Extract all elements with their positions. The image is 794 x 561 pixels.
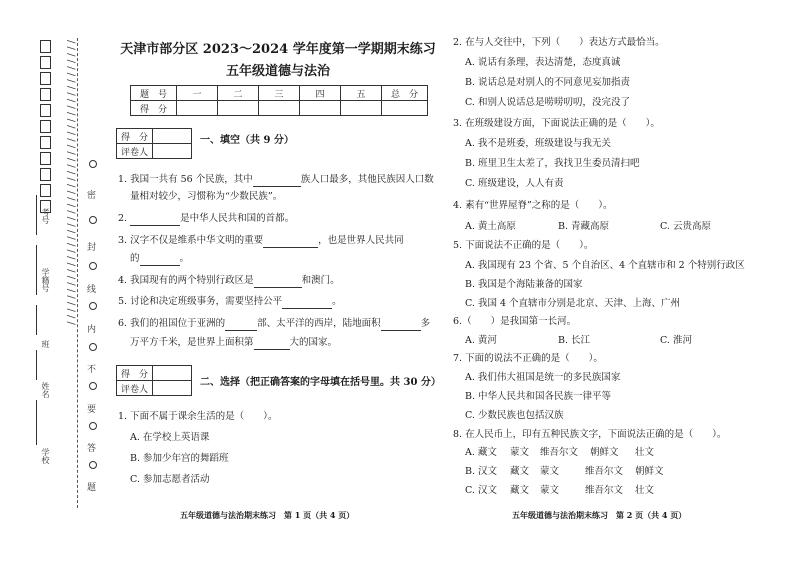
choice-question-4: 4. 素有“世界屋脊”之称的是（ ）。: [453, 200, 613, 211]
choice-option[interactable]: B. 长江: [558, 335, 591, 346]
seal-circle: [89, 422, 97, 430]
fill-question-6-cont: 万平方千米，是世界上面积第 大的国家。: [130, 337, 338, 348]
field-school: 学校: [41, 448, 50, 464]
choice-question-8: 8. 在人民币上，印有五种民族文字，下面说法正确的是（ ）。: [453, 429, 727, 440]
choice-option[interactable]: B. 中华人民共和国各民族一律平等: [465, 391, 612, 402]
field-name: 姓名: [41, 382, 50, 398]
choice-option[interactable]: B. 班里卫生太差了，我找卫生委员清扫吧: [465, 158, 640, 169]
fill-question-3-cont: 的 。: [130, 253, 190, 264]
answer-blank[interactable]: [254, 275, 302, 288]
seal-circle: [89, 302, 97, 310]
seal-circle: [89, 160, 97, 168]
fill-question-5: 5. 讨论和决定班级事务，需要坚持公平 。: [118, 296, 342, 307]
answer-blank[interactable]: [225, 318, 257, 331]
fill-question-4: 4. 我国现有的两个特别行政区是 和澳门。: [118, 275, 340, 286]
seal-char: 线: [87, 285, 97, 295]
seal-circle: [89, 382, 97, 390]
choice-option[interactable]: C. 云贵高原: [660, 221, 711, 232]
score-header-cell: 三: [259, 86, 300, 101]
choice-option[interactable]: C. 少数民族也包括汉族: [465, 410, 564, 421]
choice-question-2: 2. 在与人交往中，下列（ ）表达方式最恰当。: [453, 37, 665, 48]
seal-circle: [89, 262, 97, 270]
field-class: 班: [41, 340, 50, 348]
score-header-cell: 总 分: [382, 86, 428, 101]
choice-question-1: 1. 下面不属于课余生活的是（ ）。: [118, 411, 278, 422]
seal-char: 内: [87, 325, 97, 335]
score-cell[interactable]: [300, 101, 341, 116]
score-table: [130, 85, 428, 116]
student-id-line: [36, 245, 37, 295]
choice-question-6: 6.（ ）是我国第一长河。: [453, 316, 577, 327]
field-exam-number: 考号: [41, 208, 50, 224]
seal-dashed-line: [77, 38, 78, 508]
grader-reviewer-label: 评卷人: [117, 144, 153, 159]
page-footer-right: 五年级道德与法治期末练习 第 2 页（共 4 页）: [512, 510, 687, 520]
choice-option[interactable]: B. 参加少年宫的舞蹈班: [130, 453, 229, 464]
score-cell[interactable]: [341, 101, 382, 116]
grader-box-1: [116, 128, 192, 159]
seal-char: 题: [87, 483, 97, 493]
choice-option[interactable]: A. 我不是班委，班级建设与我无关: [465, 138, 611, 149]
fill-question-3: 3. 汉字不仅是维系中华文明的重要 ，也是世界人民共同: [118, 235, 404, 246]
section2-title: 二、选择（把正确答案的字母填在括号里。共 30 分）: [200, 377, 441, 388]
name-line: [36, 350, 37, 380]
fill-question-6: 6. 我们的祖国位于亚洲的 部、太平洋的西岸，陆地面积 多: [118, 318, 431, 329]
fill-question-2: 2. 是中华人民共和国的首都。: [118, 213, 295, 224]
seal-char: 要: [87, 405, 97, 415]
score-header-cell: 题 号: [131, 86, 177, 101]
choice-option[interactable]: A. 我们伟大祖国是统一的多民族国家: [465, 372, 621, 383]
school-line: [36, 400, 37, 445]
seal-circle: [89, 461, 97, 469]
choice-option[interactable]: A. 黄河: [465, 335, 497, 346]
choice-option[interactable]: C. 我国 4 个直辖市分别是北京、天津、上海、广州: [465, 298, 681, 309]
grader-reviewer-label: 评卷人: [117, 381, 153, 396]
seal-circle: [89, 343, 97, 351]
grader-reviewer-cell[interactable]: [153, 144, 192, 159]
choice-option[interactable]: C. 和别人说话总是唠唠叨叨，没完没了: [465, 97, 630, 108]
choice-question-5: 5. 下面说法不正确的是（ ）。: [453, 240, 594, 251]
grader-score-cell[interactable]: [153, 129, 192, 144]
choice-option[interactable]: B. 说话总是对别人的不同意见妄加指责: [465, 77, 631, 88]
field-student-id: 学籍号: [41, 268, 50, 292]
grader-box-2: [116, 365, 192, 396]
choice-option[interactable]: B. 我国是个海陆兼备的国家: [465, 279, 583, 290]
exam-number-line: [36, 195, 37, 235]
option-row-a[interactable]: A. 藏文 蒙文 维吾尔文 朝鲜文 壮文: [465, 447, 655, 458]
section1-title: 一、填空（共 9 分）: [200, 135, 294, 146]
seal-char: 不: [87, 365, 97, 375]
cut-line-slashes: / / / / / / / / / / / / / / / / / / / / / / / / / / / / / / / / / / / / / / / / / / / /: [65, 40, 76, 325]
score-cell[interactable]: [382, 101, 428, 116]
choice-option[interactable]: A. 说话有条理，表达清楚，态度真诚: [465, 57, 621, 68]
score-header-cell: 一: [177, 86, 218, 101]
score-cell[interactable]: [218, 101, 259, 116]
choice-option[interactable]: C. 参加志愿者活动: [130, 474, 210, 485]
score-header-cell: 五: [341, 86, 382, 101]
answer-blank[interactable]: [140, 253, 180, 266]
seal-circle: [89, 216, 97, 224]
class-line: [36, 305, 37, 335]
grader-reviewer-cell[interactable]: [153, 381, 192, 396]
choice-option[interactable]: A. 在学校上英语课: [130, 432, 210, 443]
exam-title: 天津市部分区 2023～2024 学年度第一学期期末练习: [120, 42, 436, 57]
answer-blank[interactable]: [130, 213, 180, 226]
option-row-c[interactable]: C. 汉文 藏文 蒙文 维吾尔文 壮文: [465, 485, 655, 496]
page-footer-left: 五年级道德与法治期末练习 第 1 页（共 4 页）: [180, 510, 355, 520]
grader-score-cell[interactable]: [153, 366, 192, 381]
answer-blank[interactable]: [381, 318, 421, 331]
choice-option[interactable]: C. 淮河: [660, 335, 692, 346]
fill-question-1: 1. 我国一共有 56 个民族，其中 族人口最多，其他民族因人口数: [118, 174, 434, 185]
seal-char: 答: [87, 444, 97, 454]
answer-blank[interactable]: [253, 174, 301, 187]
fill-question-1-cont: 量相对较少，习惯称为“少数民族”。: [130, 191, 283, 202]
score-header-cell: 二: [218, 86, 259, 101]
choice-option[interactable]: B. 青藏高原: [558, 221, 610, 232]
score-row-label: 得 分: [131, 101, 177, 116]
score-cell[interactable]: [177, 101, 218, 116]
exam-subject: 五年级道德与法治: [225, 64, 330, 79]
choice-option[interactable]: C. 班级建设，人人有责: [465, 178, 564, 189]
answer-blank[interactable]: [263, 235, 318, 248]
answer-blank[interactable]: [254, 337, 290, 350]
seal-char: 密: [87, 191, 97, 201]
seal-char: 封: [87, 243, 97, 253]
grader-score-label: 得 分: [117, 366, 153, 381]
choice-option[interactable]: A. 黄土高原: [465, 221, 516, 232]
choice-question-3: 3. 在班级建设方面，下面说法正确的是（ ）。: [453, 118, 660, 129]
option-row-b[interactable]: B. 汉文 藏文 蒙文 维吾尔文 朝鲜文: [465, 466, 664, 477]
choice-question-7: 7. 下面的说法不正确的是（ ）。: [453, 353, 603, 364]
answer-blank[interactable]: [282, 296, 332, 309]
grader-score-label: 得 分: [117, 129, 153, 144]
exam-number-boxes: [40, 40, 50, 216]
score-header-cell: 四: [300, 86, 341, 101]
score-cell[interactable]: [259, 101, 300, 116]
choice-option[interactable]: A. 我国现有 23 个省、5 个自治区、4 个直辖市和 2 个特别行政区: [465, 260, 745, 271]
